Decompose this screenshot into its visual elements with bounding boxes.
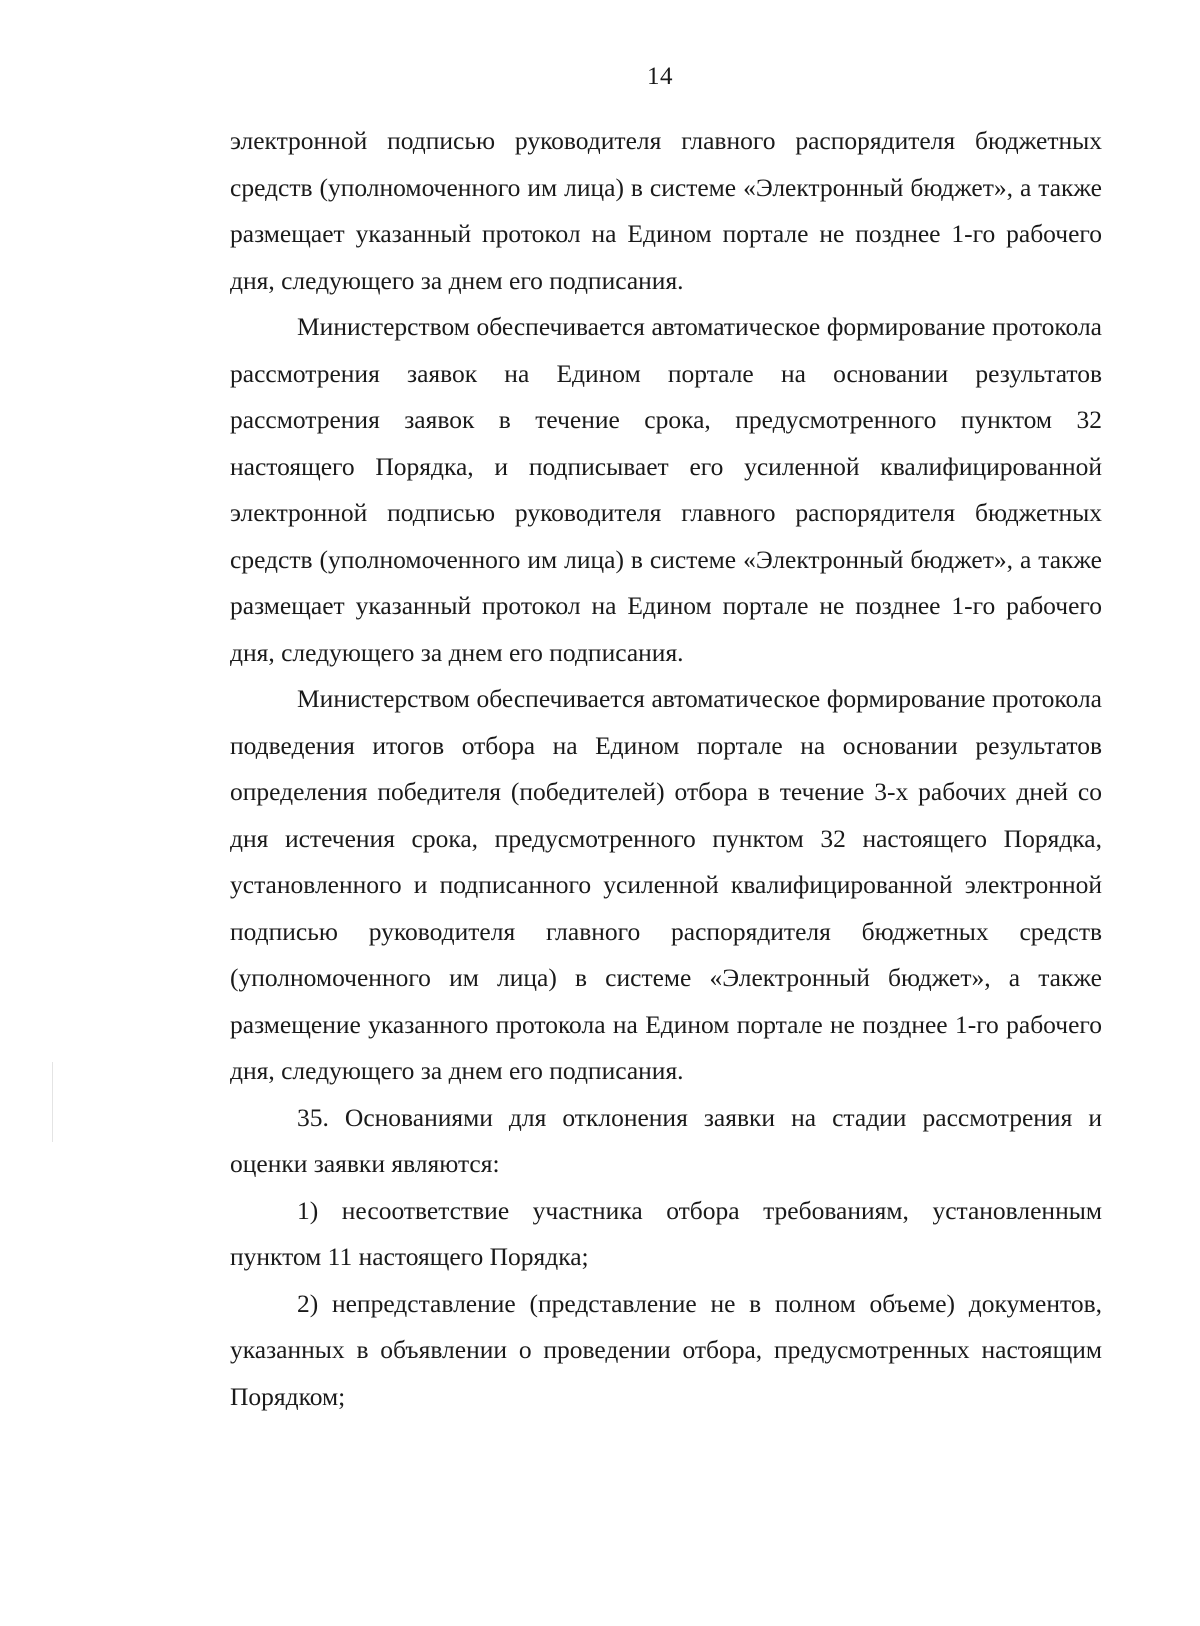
paragraph-item-35: 35. Основаниями для отклонения заявки на стадии рассмотрения и оценки заявки являются: — [230, 1102, 1102, 1178]
paragraph-results-protocol: Министерством обеспечивается автоматическое формирование протокола подведения итогов отбора на Едином портале на основании результатов определения победителя (победителей) отбора в течение 3-х рабочих дней со дня истечения срока, предусмотренного пунктом 32 настоящего Порядка, установленного и подписанного усиленной квалифицированной электронной подписью руководителя главного распорядителя бюджетных средств (уполномоченного им лица) в системе «Электронный бюджет», а также размещение указанного протокола на Едином портале не позднее 1-го рабочего дня, следующего за днем его подписания. — [230, 684, 1102, 1085]
list-item-2: 2) непредставление (представление не в полном объеме) документов, указанных в объявлении о проведении отбора, предусмотренных настоящим Порядком; — [230, 1288, 1102, 1411]
paragraph-review-protocol: Министерством обеспечивается автоматическое формирование протокола рассмотрения заявок на Едином портале на основании результатов рассмотрения заявок в течение срока, предусмотренного пунктом 32 настоящего Порядка, и подписывает его усиленной квалифицированной электронной подписью руководителя главного распорядителя бюджетных средств (уполномоченного им лица) в системе «Электронный бюджет», а также размещает указанный протокол на Едином портале не позднее 1-го рабочего дня, следующего за днем его подписания. — [230, 312, 1102, 667]
paragraph-continuation: электронной подписью руководителя главного распорядителя бюджетных средств (уполномоченного им лица) в системе «Электронный бюджет», а также размещает указанный протокол на Едином портале не позднее 1-го рабочего дня, следующего за днем его подписания. — [230, 126, 1102, 295]
list-item-1: 1) несоответствие участника отбора требованиям, установленным пунктом 11 настоящего Порядка; — [230, 1195, 1102, 1271]
scan-edge-mark — [52, 1062, 53, 1142]
document-body — [230, 118, 1102, 1420]
page-number: 14 — [647, 63, 673, 90]
